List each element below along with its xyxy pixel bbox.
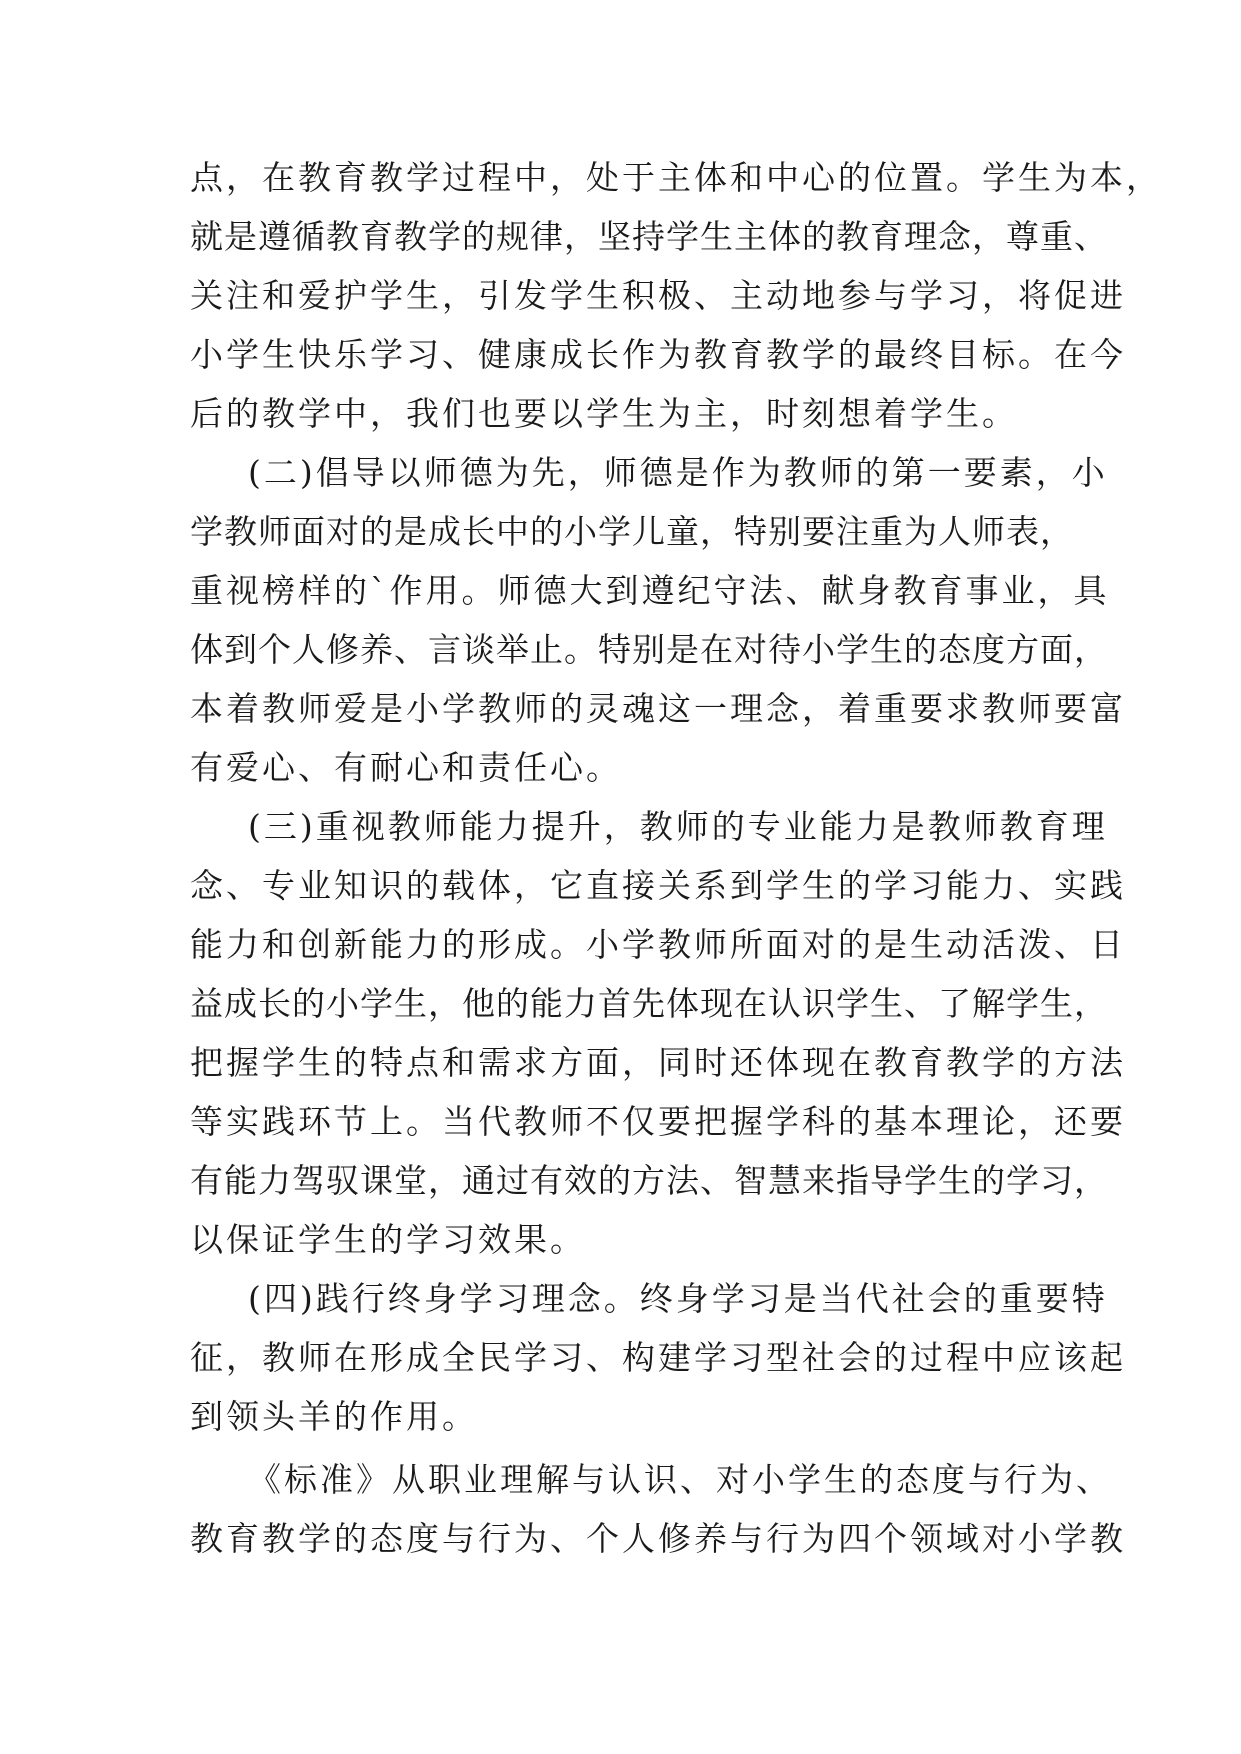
text-line: 学教师面对的是成长中的小学儿童，特别要注重为人师表， bbox=[190, 512, 1074, 551]
paragraph-start-line: 《标准》从职业理解与认识、对小学生的态度与行为、 bbox=[248, 1460, 1112, 1499]
text-line: 以保证学生的学习效果。 bbox=[190, 1220, 586, 1259]
text-line: 等实践环节上。当代教师不仅要把握学科的基本理论，还要 bbox=[190, 1102, 1126, 1141]
text-line: 关注和爱护学生，引发学生积极、主动地参与学习，将促进 bbox=[190, 276, 1126, 315]
text-line: 把握学生的特点和需求方面，同时还体现在教育教学的方法 bbox=[190, 1043, 1126, 1082]
text-line: 点，在教育教学过程中，处于主体和中心的位置。学生为本， bbox=[190, 158, 1162, 197]
text-line: 到领头羊的作用。 bbox=[190, 1397, 478, 1436]
paragraph-start-line: (二)倡导以师德为先，师德是作为教师的第一要素，小 bbox=[248, 453, 1108, 492]
text-line: 小学生快乐学习、健康成长作为教育教学的最终目标。在今 bbox=[190, 335, 1126, 374]
text-line: 有爱心、有耐心和责任心。 bbox=[190, 748, 622, 787]
paragraph-start-line: (四)践行终身学习理念。终身学习是当代社会的重要特 bbox=[248, 1279, 1108, 1318]
text-line: 念、专业知识的载体，它直接关系到学生的学习能力、实践 bbox=[190, 866, 1126, 905]
text-line: 后的教学中，我们也要以学生为主，时刻想着学生。 bbox=[190, 394, 1018, 433]
body-text bbox=[190, 148, 1162, 1568]
text-line: 教育教学的态度与行为、个人修养与行为四个领域对小学教 bbox=[190, 1519, 1126, 1558]
text-line: 益成长的小学生，他的能力首先体现在认识学生、了解学生， bbox=[190, 984, 1108, 1023]
text-line: 就是遵循教育教学的规律，坚持学生主体的教育理念，尊重、 bbox=[190, 217, 1108, 256]
text-line: 征，教师在形成全民学习、构建学习型社会的过程中应该起 bbox=[190, 1338, 1126, 1377]
paragraph-start-line: (三)重视教师能力提升，教师的专业能力是教师教育理 bbox=[248, 807, 1108, 846]
text-line: 本着教师爱是小学教师的灵魂这一理念，着重要求教师要富 bbox=[190, 689, 1126, 728]
text-line: 体到个人修养、言谈举止。特别是在对待小学生的态度方面， bbox=[190, 630, 1108, 669]
text-line: 重视榜样的`作用。师德大到遵纪守法、献身教育事业，具 bbox=[190, 571, 1110, 610]
text-line: 能力和创新能力的形成。小学教师所面对的是生动活泼、日 bbox=[190, 925, 1126, 964]
text-line: 有能力驾驭课堂，通过有效的方法、智慧来指导学生的学习， bbox=[190, 1161, 1108, 1200]
